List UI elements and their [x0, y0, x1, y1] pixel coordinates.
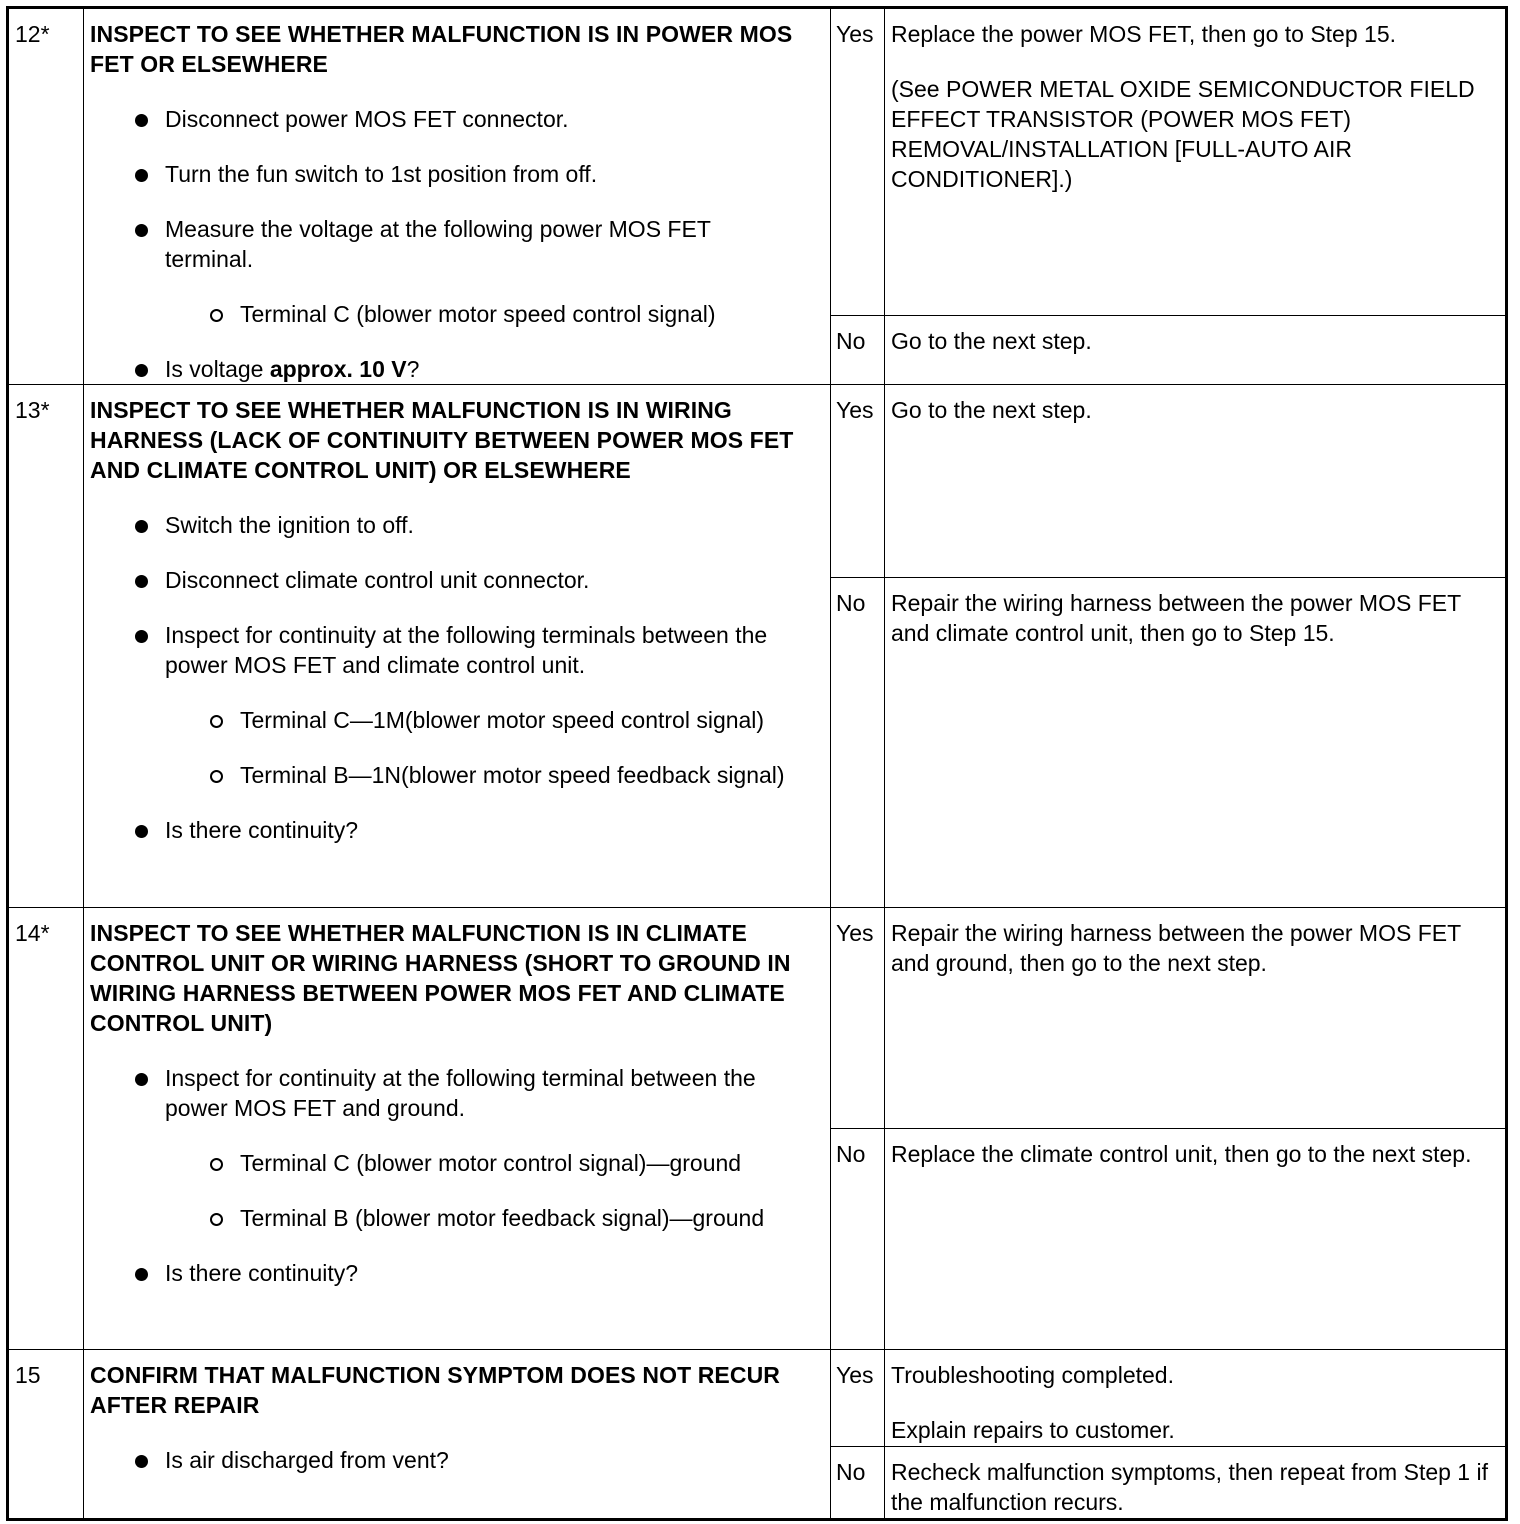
bullet-item: Switch the ignition to off.: [90, 510, 785, 540]
bullet-list: [90, 1063, 822, 1288]
bullet-item: Inspect for continuity at the following terminals between the power MOS FET and climate control unit.: [90, 620, 785, 680]
bullet-item: Measure the voltage at the following power MOS FET terminal.: [90, 214, 785, 274]
action-text: Replace the climate control unit, then go to the next step.: [891, 1141, 1472, 1167]
bullet-item: Is air discharged from vent?: [90, 1445, 785, 1475]
yes-label: Yes: [831, 908, 885, 1129]
table-row-step-15: [8, 1350, 1507, 1447]
bullet-item: Disconnect climate control unit connector.: [90, 565, 785, 595]
question-text: Is voltage: [165, 356, 270, 382]
step-number: 15: [8, 1350, 84, 1520]
step-number: 13*: [8, 385, 84, 908]
no-action: [885, 315, 1507, 384]
step-number: 12*: [8, 8, 84, 385]
no-label: No: [831, 1447, 885, 1520]
sub-bullet-item: Terminal B (blower motor feedback signal)—ground: [90, 1203, 800, 1233]
action-text: Go to the next step.: [891, 397, 1092, 423]
no-action: [885, 1129, 1507, 1350]
troubleshooting-table: [6, 6, 1508, 1521]
spec-value: approx. 10 V: [269, 356, 407, 382]
no-action: [885, 1447, 1507, 1520]
table-row-step-12: [8, 8, 1507, 316]
no-label: No: [831, 315, 885, 384]
yes-label: Yes: [831, 1350, 885, 1447]
yes-action: [885, 385, 1507, 578]
action-text: Troubleshooting completed.: [891, 1362, 1174, 1388]
action-reference: (See POWER METAL OXIDE SEMICONDUCTOR FIELD EFFECT TRANSISTOR (POWER MOS FET) REMOVAL/INSTALLATION [FULL-AUTO AIR CONDITIONER].): [891, 76, 1475, 192]
step-title: INSPECT TO SEE WHETHER MALFUNCTION IS IN POWER MOS FET OR ELSEWHERE: [90, 21, 793, 77]
bullet-list: [90, 510, 822, 845]
question-mark: ?: [406, 356, 420, 382]
bullet-item: Is there continuity?: [90, 1258, 785, 1288]
no-label: No: [831, 578, 885, 908]
bullet-item: [90, 354, 785, 384]
step-description: [84, 385, 831, 908]
action-text: Recheck malfunction symptoms, then repeat from Step 1 if the malfunction recurs.: [891, 1459, 1488, 1515]
step-description: [84, 1350, 831, 1520]
sub-bullet-item: Terminal C (blower motor speed control signal): [90, 299, 800, 329]
bullet-item: Turn the fun switch to 1st position from off.: [90, 159, 785, 189]
bullet-item: Is there continuity?: [90, 815, 785, 845]
bullet-list: [90, 104, 822, 384]
step-title: INSPECT TO SEE WHETHER MALFUNCTION IS IN CLIMATE CONTROL UNIT OR WIRING HARNESS (SHORT TO GROUND IN WIRING HARNESS BETWEEN POWER MOS FET AND CLIMATE CONTROL UNIT): [90, 920, 791, 1036]
action-text: Explain repairs to customer.: [891, 1417, 1175, 1443]
no-action: [885, 578, 1507, 908]
step-title: INSPECT TO SEE WHETHER MALFUNCTION IS IN WIRING HARNESS (LACK OF CONTINUITY BETWEEN POWER MOS FET AND CLIMATE CONTROL UNIT) OR ELSEWHERE: [90, 397, 794, 483]
yes-action: [885, 8, 1507, 316]
action-text: Repair the wiring harness between the power MOS FET and ground, then go to the next step.: [891, 920, 1461, 976]
step-number: 14*: [8, 908, 84, 1350]
yes-action: [885, 1350, 1507, 1447]
sub-bullet-item: Terminal C—1M(blower motor speed control signal): [90, 705, 800, 735]
no-label: No: [831, 1129, 885, 1350]
action-text: Repair the wiring harness between the power MOS FET and climate control unit, then go to Step 15.: [891, 590, 1461, 646]
bullet-list: [90, 1445, 822, 1475]
yes-label: Yes: [831, 385, 885, 578]
step-description: [84, 8, 831, 385]
sub-bullet-item: Terminal B—1N(blower motor speed feedback signal): [90, 760, 800, 790]
yes-label: Yes: [831, 8, 885, 316]
table-row-step-13: [8, 385, 1507, 578]
sub-bullet-item: Terminal C (blower motor control signal)—ground: [90, 1148, 800, 1178]
step-description: [84, 908, 831, 1350]
action-text: Replace the power MOS FET, then go to Step 15.: [891, 21, 1397, 47]
yes-action: [885, 908, 1507, 1129]
bullet-item: Inspect for continuity at the following terminal between the power MOS FET and ground.: [90, 1063, 785, 1123]
action-text: Go to the next step.: [891, 327, 1092, 354]
bullet-item: Disconnect power MOS FET connector.: [90, 104, 785, 134]
table-row-step-14: [8, 908, 1507, 1129]
step-title: CONFIRM THAT MALFUNCTION SYMPTOM DOES NOT RECUR AFTER REPAIR: [90, 1362, 780, 1418]
